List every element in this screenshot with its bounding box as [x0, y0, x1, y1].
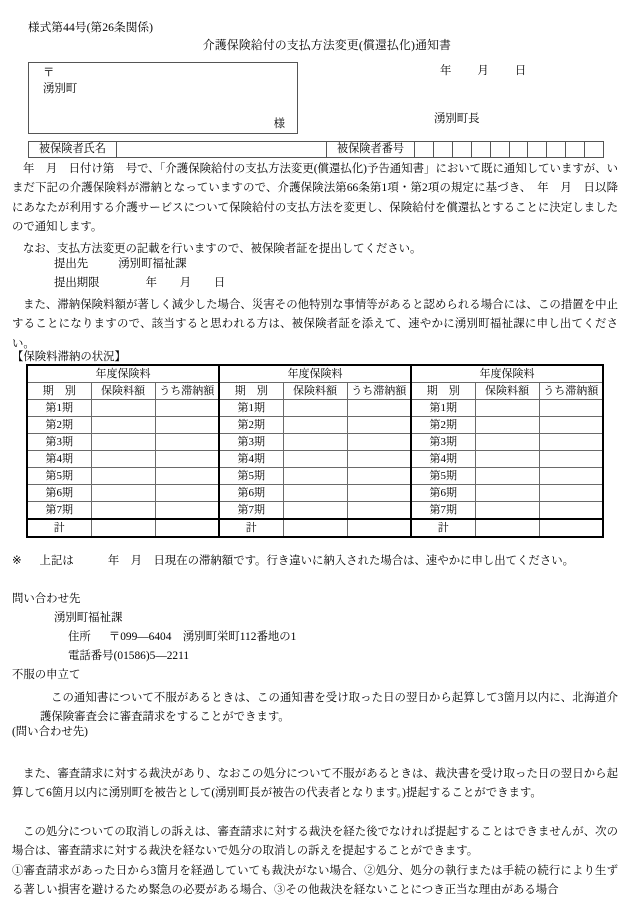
- date-day-label: 日: [514, 65, 527, 77]
- appeal-contact-label: (問い合わせ先): [12, 726, 88, 738]
- arrears-date-note-text: 上記は 年 月 日現在の滞納額です。行き違いに納入された場合は、速やかに申し出てください。: [39, 555, 574, 567]
- period-label: 第7期: [27, 502, 91, 520]
- insured-name-label: 被保険者氏名: [29, 142, 117, 157]
- arrears-amount-cell[interactable]: [347, 400, 411, 417]
- column-header-period: 期 別: [219, 383, 283, 400]
- submit-to-label: 提出先: [54, 258, 89, 270]
- insured-name-field[interactable]: [117, 142, 327, 157]
- issuer-name: 湧別町長: [434, 113, 480, 125]
- contact-address-value: 〒099—6404 湧別町栄町112番地の1: [108, 631, 297, 643]
- submit-deadline-line: [12, 278, 225, 289]
- premium-amount-cell[interactable]: [283, 502, 347, 520]
- arrears-amount-cell[interactable]: [155, 417, 219, 434]
- insured-number-cell[interactable]: [528, 142, 547, 157]
- body-paragraph-1: 年 月 日付け第 号で、「介護保険給付の支払方法変更(償還払化)予告通知書」において既に通知していますが、いまだ下記の介護保険料が滞納となっていますので、介護保険法第66条第1項・第2項の規定に基づき、 年 月 日以降にあなたが利用する介護サービスについて保険給付の支払方法を変更し、保険給付を償還払とすることに決定しましたので通知します。: [12, 163, 618, 234]
- insured-number-cell[interactable]: [472, 142, 491, 157]
- period-label: 第4期: [27, 451, 91, 468]
- insured-number-cell[interactable]: [453, 142, 472, 157]
- period-label: 第2期: [411, 417, 475, 434]
- contact-phone-line: [12, 651, 189, 662]
- period-label: 第7期: [219, 502, 283, 520]
- asterisk-mark: ※: [12, 555, 22, 567]
- arrears-amount-cell[interactable]: [539, 451, 603, 468]
- column-header-period: 期 別: [27, 383, 91, 400]
- period-label: 第7期: [411, 502, 475, 520]
- total-label: 計: [219, 519, 283, 537]
- insured-number-label: 被保険者番号: [327, 142, 415, 157]
- insured-number-cell[interactable]: [434, 142, 453, 157]
- group-header-3: 年度保険料: [411, 365, 603, 383]
- premium-amount-cell[interactable]: [91, 485, 155, 502]
- period-label: 第6期: [27, 485, 91, 502]
- insured-person-row: [28, 141, 604, 158]
- period-label: 第4期: [219, 451, 283, 468]
- table-row: [27, 434, 603, 451]
- period-label: 第1期: [411, 400, 475, 417]
- arrears-amount-cell[interactable]: [539, 502, 603, 520]
- premium-amount-cell[interactable]: [91, 502, 155, 520]
- total-premium-cell[interactable]: [475, 519, 539, 537]
- arrears-amount-cell[interactable]: [155, 434, 219, 451]
- arrears-amount-cell[interactable]: [539, 417, 603, 434]
- arrears-amount-cell[interactable]: [155, 485, 219, 502]
- arrears-section-heading: 【保険料滞納の状況】: [12, 351, 126, 363]
- column-header-amount: 保険料額: [283, 383, 347, 400]
- premium-amount-cell[interactable]: [283, 434, 347, 451]
- column-header-arrears: うち滞納額: [539, 383, 603, 400]
- date-year-label: 年: [440, 65, 452, 77]
- arrears-amount-cell[interactable]: [155, 468, 219, 485]
- contact-address-line: [12, 632, 296, 643]
- appeal-paragraph-4: ①審査請求があった日から3箇月を経過していても裁決がない場合、②処分、処分の執行または手続の続行により生ずる著しい損害を避けるため緊急の必要がある場合、③その他裁決を経ないことにつき正当な理由がある場合: [12, 865, 618, 897]
- arrears-amount-cell[interactable]: [155, 400, 219, 417]
- total-arrears-cell[interactable]: [539, 519, 603, 537]
- table-row: [27, 502, 603, 520]
- total-label: 計: [27, 519, 91, 537]
- insured-number-cells: [415, 142, 603, 157]
- column-header-amount: 保険料額: [91, 383, 155, 400]
- form-number: 様式第44号(第26条関係): [28, 21, 154, 34]
- period-label: 第3期: [27, 434, 91, 451]
- period-label: 第5期: [27, 468, 91, 485]
- group-header-1: 年度保険料: [27, 365, 219, 383]
- arrears-amount-cell[interactable]: [155, 502, 219, 520]
- appeal-paragraph-3: この処分についての取消しの訴えは、審査請求に対する裁決を経た後でなければ提起することはできませんが、次の場合は、審査請求に対する裁決を経ないで処分の取消しの訴えを提起することができます。: [12, 826, 618, 858]
- arrears-amount-cell[interactable]: [539, 468, 603, 485]
- table-column-header-row: [27, 383, 603, 400]
- total-premium-cell[interactable]: [91, 519, 155, 537]
- postal-mark: 〒: [43, 67, 55, 79]
- period-label: 第1期: [219, 400, 283, 417]
- premium-amount-cell[interactable]: [91, 434, 155, 451]
- table-row: [27, 451, 603, 468]
- arrears-table: [26, 364, 604, 538]
- submit-to-line: [12, 259, 187, 270]
- insured-number-cell[interactable]: [585, 142, 603, 157]
- arrears-amount-cell[interactable]: [539, 434, 603, 451]
- date-line: [440, 66, 526, 77]
- insured-number-cell[interactable]: [547, 142, 566, 157]
- contact-phone-label: 電話番号: [68, 650, 114, 662]
- insured-number-cell[interactable]: [491, 142, 510, 157]
- table-row: [27, 485, 603, 502]
- arrears-amount-cell[interactable]: [347, 502, 411, 520]
- table-group-header-row: [27, 365, 603, 383]
- group-header-2: 年度保険料: [219, 365, 411, 383]
- arrears-amount-cell[interactable]: [347, 485, 411, 502]
- arrears-amount-cell[interactable]: [347, 417, 411, 434]
- premium-amount-cell[interactable]: [475, 468, 539, 485]
- submit-to-value: 湧別町福祉課: [118, 258, 187, 270]
- period-label: 第1期: [27, 400, 91, 417]
- appeal-paragraph-2: また、審査請求に対する裁決があり、なおこの処分について不服があるときは、裁決書を受け取った日の翌日から起算して6箇月以内に湧別町を被告として(湧別町長が被告の代表者となります。)提起することができます。: [12, 768, 618, 800]
- contact-heading: 問い合わせ先: [12, 593, 81, 605]
- period-label: 第6期: [411, 485, 475, 502]
- table-row: [27, 468, 603, 485]
- appeal-paragraph-1: この通知書について不服があるときは、この通知書を受け取った日の翌日から起算して3箇月以内に、北海道介護保険審査会に審査請求をすることができます。: [40, 692, 618, 724]
- period-label: 第5期: [411, 468, 475, 485]
- arrears-amount-cell[interactable]: [347, 451, 411, 468]
- body-paragraph-2: なお、支払方法変更の記載を行いますので、被保険者証を提出してください。: [23, 243, 422, 255]
- contact-address-label: 住所: [68, 631, 91, 643]
- insured-number-cell[interactable]: [566, 142, 585, 157]
- total-arrears-cell[interactable]: [347, 519, 411, 537]
- column-header-amount: 保険料額: [475, 383, 539, 400]
- submit-deadline-value: 年 月 日: [145, 277, 226, 289]
- arrears-amount-cell[interactable]: [539, 485, 603, 502]
- body-paragraph-3: また、滞納保険料額が著しく減少した場合、災害その他特別な事情等があると認められる場合には、この措置を中止することになりますので、該当すると思われる方は、被保険者証を添えて、速やかに湧別町福祉課に申し出てください。: [12, 299, 618, 350]
- premium-amount-cell[interactable]: [91, 417, 155, 434]
- arrears-amount-cell[interactable]: [539, 400, 603, 417]
- column-header-arrears: うち滞納額: [155, 383, 219, 400]
- premium-amount-cell[interactable]: [91, 400, 155, 417]
- period-label: 第2期: [27, 417, 91, 434]
- premium-amount-cell[interactable]: [283, 400, 347, 417]
- addressee-honorific: 様: [273, 117, 285, 130]
- date-month-label: 月: [477, 65, 489, 77]
- period-label: 第3期: [219, 434, 283, 451]
- premium-amount-cell[interactable]: [475, 451, 539, 468]
- appeal-heading: 不服の申立て: [12, 669, 81, 681]
- arrears-amount-cell[interactable]: [155, 451, 219, 468]
- addressee-town: 湧別町: [43, 83, 78, 95]
- premium-amount-cell[interactable]: [91, 451, 155, 468]
- premium-amount-cell[interactable]: [475, 400, 539, 417]
- premium-amount-cell[interactable]: [91, 468, 155, 485]
- premium-amount-cell[interactable]: [475, 417, 539, 434]
- premium-amount-cell[interactable]: [283, 468, 347, 485]
- premium-amount-cell[interactable]: [283, 485, 347, 502]
- contact-department-label: 湧別町福祉課: [54, 612, 123, 624]
- period-label: 第3期: [411, 434, 475, 451]
- addressee-box: [28, 62, 298, 134]
- premium-amount-cell[interactable]: [475, 502, 539, 520]
- premium-amount-cell[interactable]: [475, 434, 539, 451]
- insured-number-cell[interactable]: [510, 142, 529, 157]
- arrears-amount-cell[interactable]: [347, 468, 411, 485]
- table-total-row: [27, 519, 603, 537]
- table-row: [27, 400, 603, 417]
- period-label: 第2期: [219, 417, 283, 434]
- column-header-period: 期 別: [411, 383, 475, 400]
- total-label: 計: [411, 519, 475, 537]
- page-title: 介護保険給付の支払方法変更(償還払化)通知書: [202, 38, 452, 52]
- submit-deadline-label: 提出期限: [54, 277, 100, 289]
- table-row: [27, 417, 603, 434]
- column-header-arrears: うち滞納額: [347, 383, 411, 400]
- insured-number-cell[interactable]: [415, 142, 434, 157]
- arrears-date-note: [12, 552, 618, 571]
- period-label: 第4期: [411, 451, 475, 468]
- contact-phone-value: (01586)5—2211: [113, 650, 190, 662]
- premium-amount-cell[interactable]: [475, 485, 539, 502]
- total-premium-cell[interactable]: [283, 519, 347, 537]
- premium-amount-cell[interactable]: [283, 417, 347, 434]
- contact-department: [12, 613, 122, 624]
- total-arrears-cell[interactable]: [155, 519, 219, 537]
- period-label: 第5期: [219, 468, 283, 485]
- arrears-amount-cell[interactable]: [347, 434, 411, 451]
- premium-amount-cell[interactable]: [283, 451, 347, 468]
- period-label: 第6期: [219, 485, 283, 502]
